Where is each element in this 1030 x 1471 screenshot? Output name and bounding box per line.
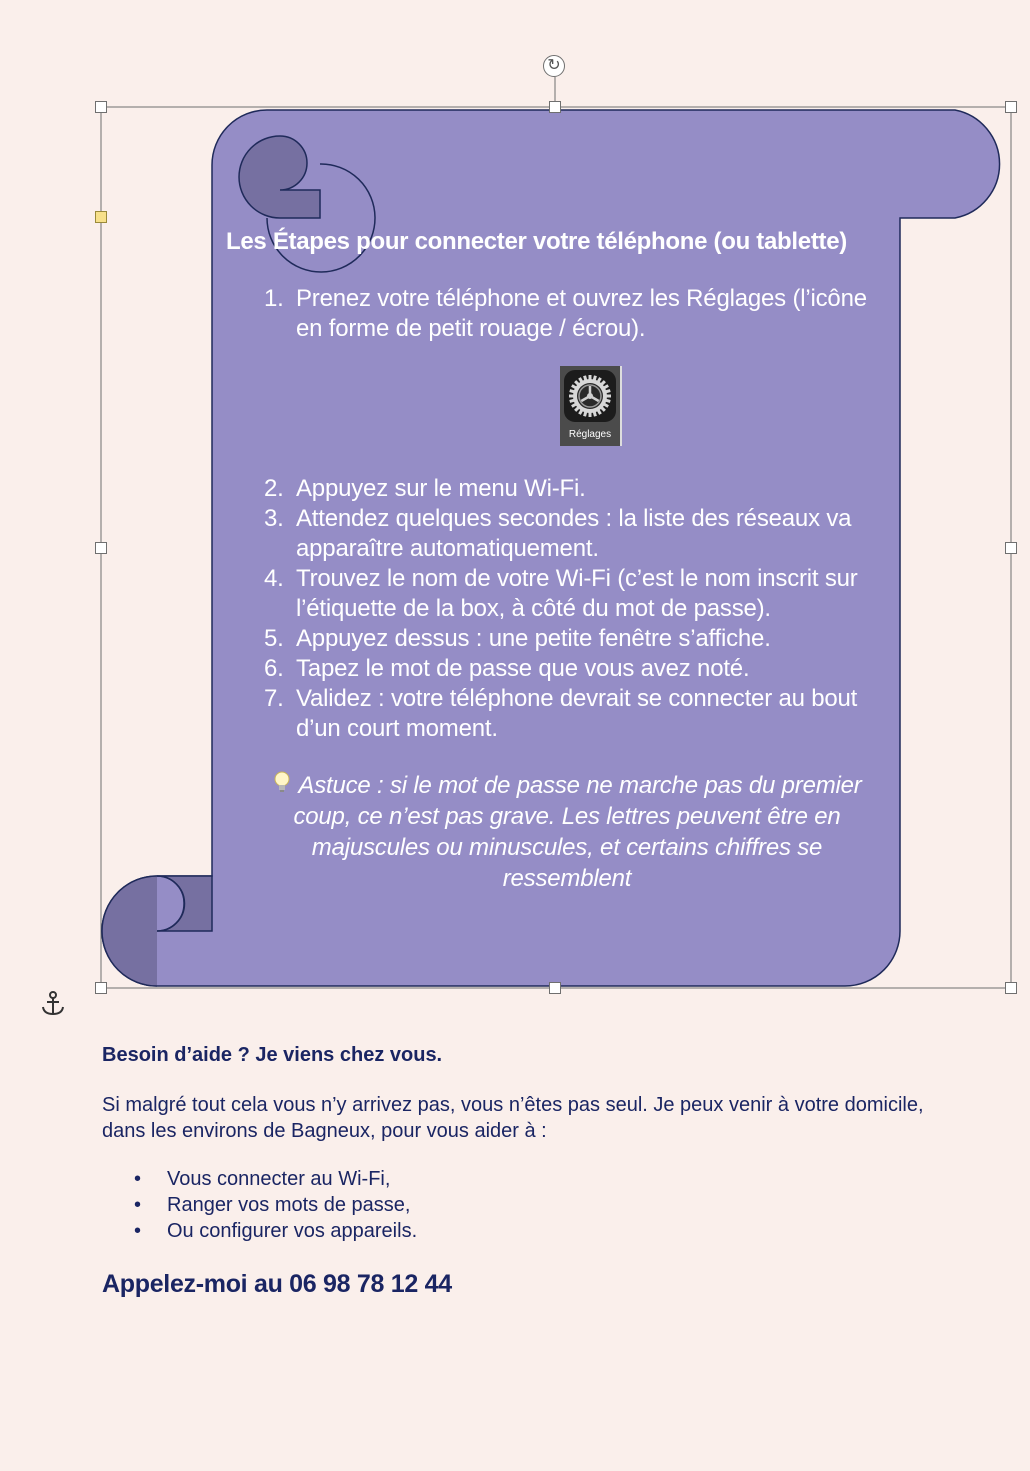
list-item: [102, 1192, 942, 1218]
resize-handle-bottom[interactable]: [549, 982, 561, 994]
tip-paragraph: [226, 770, 886, 894]
step-item: [226, 654, 886, 684]
settings-app-image[interactable]: [560, 366, 622, 446]
call-to-action: Appelez-moi au 06 98 78 12 44: [102, 1270, 452, 1298]
scroll-text-box[interactable]: [226, 226, 886, 918]
step-item: [226, 684, 886, 744]
list-item: [102, 1166, 942, 1192]
steps-list-continued: [226, 474, 886, 744]
anchor-icon[interactable]: [40, 990, 66, 1018]
bullet: •: [134, 1220, 142, 1242]
resize-handle-top-left[interactable]: [95, 101, 107, 113]
resize-handle-top-right[interactable]: [1005, 101, 1017, 113]
step-text: Appuyez dessus : une petite fenêtre s’affiche.: [296, 625, 771, 652]
step-text: Validez : votre téléphone devrait se connecter au bout d’un court moment.: [296, 685, 858, 742]
step-text: Prenez votre téléphone et ouvrez les Réglages (l’icône en forme de petit rouage / écrou).: [296, 285, 867, 342]
gear-icon: [564, 370, 616, 422]
rotate-handle-icon[interactable]: ↻: [543, 55, 565, 77]
adjust-handle[interactable]: [95, 211, 107, 223]
resize-handle-bottom-left[interactable]: [95, 982, 107, 994]
tip-text: Astuce : si le mot de passe ne marche pas du premier coup, ce n’est pas grave. Les lettres peuvent être en majuscules ou minuscules, et certains chiffres se ressemblent: [293, 772, 862, 892]
light-bulb-icon: [272, 770, 292, 794]
bullet: •: [134, 1194, 142, 1216]
bullet: •: [134, 1168, 142, 1190]
help-list: [102, 1166, 942, 1244]
step-text: Tapez le mot de passe que vous avez noté.: [296, 655, 750, 682]
step-number: 7.: [264, 685, 284, 712]
step-text: Attendez quelques secondes : la liste des réseaux va apparaître automatiquement.: [296, 505, 852, 562]
steps-list: [226, 284, 886, 344]
step-number: 5.: [264, 625, 284, 652]
step-item: [226, 284, 886, 344]
step-item: [226, 504, 886, 564]
list-item-text: Vous connecter au Wi-Fi,: [167, 1168, 391, 1190]
list-item-text: Ranger vos mots de passe,: [167, 1194, 411, 1216]
list-item: [102, 1218, 942, 1244]
step-text: Trouvez le nom de votre Wi-Fi (c’est le nom inscrit sur l’étiquette de la box, à côté du mot de passe).: [296, 565, 858, 622]
step-number: 3.: [264, 505, 284, 532]
resize-handle-left[interactable]: [95, 542, 107, 554]
help-title: Besoin d’aide ? Je viens chez vous.: [102, 1044, 443, 1066]
scroll-title: Les Étapes pour connecter votre téléphone (ou tablette): [226, 228, 847, 255]
help-section: [102, 1040, 942, 1300]
resize-handle-bottom-right[interactable]: [1005, 982, 1017, 994]
step-item: [226, 474, 886, 504]
help-intro: Si malgré tout cela vous n’y arrivez pas, vous n’êtes pas seul. Je peux venir à votre domicile, dans les environs de Bagneux, pour vous aider à :: [102, 1094, 924, 1142]
step-item: [226, 624, 886, 654]
step-number: 2.: [264, 475, 284, 502]
resize-handle-right[interactable]: [1005, 542, 1017, 554]
step-item: [226, 564, 886, 624]
resize-handle-top[interactable]: [549, 101, 561, 113]
step-number: 4.: [264, 565, 284, 592]
step-text: Appuyez sur le menu Wi-Fi.: [296, 475, 586, 502]
step-number: 6.: [264, 655, 284, 682]
step-number: 1.: [264, 285, 284, 312]
settings-app-label: Réglages: [568, 429, 612, 440]
list-item-text: Ou configurer vos appareils.: [167, 1220, 418, 1242]
